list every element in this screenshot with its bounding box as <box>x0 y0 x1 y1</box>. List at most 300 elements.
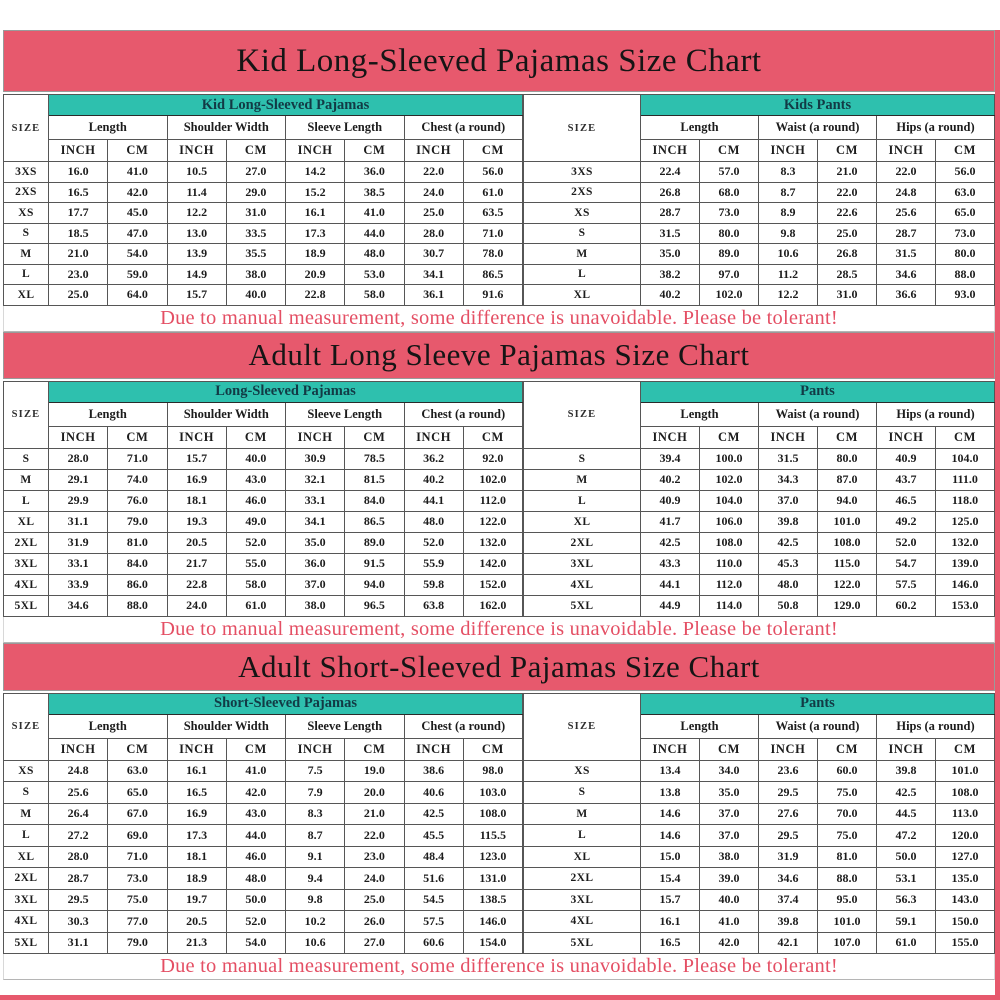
size-row <box>4 574 523 595</box>
measurement-value-cell: 18.1 <box>167 846 226 868</box>
size-chart-section <box>3 30 995 332</box>
measurement-value-cell: 43.7 <box>877 469 936 490</box>
measurement-value-cell: 118.0 <box>936 490 995 511</box>
measurement-value-cell: 40.9 <box>641 490 700 511</box>
measurement-value-cell: 48.0 <box>404 511 463 532</box>
measurement-value-cell: 40.0 <box>226 448 285 469</box>
measurement-value-cell: 37.4 <box>759 889 818 911</box>
unit-header-cm: CM <box>345 140 404 162</box>
measurement-value-cell: 9.8 <box>759 223 818 244</box>
size-row <box>4 285 523 306</box>
size-cell: S <box>4 448 49 469</box>
size-cell: M <box>524 803 641 825</box>
measurement-value-cell: 69.0 <box>108 825 167 847</box>
unit-header-cm: CM <box>818 140 877 162</box>
measurement-value-cell: 8.3 <box>286 803 345 825</box>
measurement-value-cell: 13.8 <box>641 782 700 804</box>
measurement-value-cell: 20.5 <box>167 911 226 933</box>
unit-header-inch: INCH <box>167 738 226 760</box>
measurement-value-cell: 50.0 <box>226 889 285 911</box>
measurement-header: Shoulder Width <box>167 714 286 738</box>
size-row <box>524 203 995 224</box>
size-cell: 2XL <box>4 532 49 553</box>
measurement-value-cell: 112.0 <box>700 574 759 595</box>
measurement-value-cell: 81.5 <box>345 469 404 490</box>
size-cell: XS <box>524 760 641 782</box>
measurement-header: Length <box>49 116 168 140</box>
measurement-value-cell: 61.0 <box>877 932 936 954</box>
measurement-value-cell: 31.1 <box>49 932 108 954</box>
measurement-value-cell: 19.3 <box>167 511 226 532</box>
measurement-value-cell: 55.0 <box>226 553 285 574</box>
size-row <box>4 889 523 911</box>
measurement-value-cell: 113.0 <box>936 803 995 825</box>
measurement-value-cell: 108.0 <box>936 782 995 804</box>
measurement-value-cell: 16.1 <box>641 911 700 933</box>
measurement-value-cell: 32.1 <box>286 469 345 490</box>
measurement-value-cell: 71.0 <box>108 846 167 868</box>
pajamas-size-table <box>3 693 523 955</box>
size-cell: M <box>524 469 641 490</box>
measurement-value-cell: 12.2 <box>167 203 226 224</box>
size-row <box>524 264 995 285</box>
unit-header-cm: CM <box>108 140 167 162</box>
measurement-value-cell: 114.0 <box>700 595 759 616</box>
measurement-value-cell: 106.0 <box>700 511 759 532</box>
size-cell: M <box>524 244 641 265</box>
measurement-value-cell: 40.2 <box>641 469 700 490</box>
measurement-value-cell: 37.0 <box>700 803 759 825</box>
measurement-value-cell: 19.7 <box>167 889 226 911</box>
size-row <box>524 490 995 511</box>
measurement-value-cell: 36.2 <box>404 448 463 469</box>
measurement-value-cell: 41.0 <box>108 162 167 183</box>
measurement-value-cell: 150.0 <box>936 911 995 933</box>
measurement-value-cell: 24.0 <box>345 868 404 890</box>
unit-header-inch: INCH <box>877 140 936 162</box>
measurement-header: Hips (a round) <box>877 714 995 738</box>
size-cell: 2XL <box>524 868 641 890</box>
measurement-value-cell: 25.6 <box>877 203 936 224</box>
measurement-value-cell: 111.0 <box>936 469 995 490</box>
measurement-value-cell: 132.0 <box>463 532 522 553</box>
measurement-value-cell: 31.5 <box>641 223 700 244</box>
measurement-value-cell: 92.0 <box>463 448 522 469</box>
measurement-value-cell: 61.0 <box>463 182 522 203</box>
measurement-value-cell: 59.8 <box>404 574 463 595</box>
measurement-value-cell: 36.0 <box>345 162 404 183</box>
size-row <box>4 244 523 265</box>
measurement-header: Length <box>641 116 759 140</box>
size-row <box>4 932 523 954</box>
unit-header-inch: INCH <box>286 426 345 448</box>
size-row <box>4 868 523 890</box>
measurement-header: Shoulder Width <box>167 402 286 426</box>
measurement-value-cell: 35.0 <box>286 532 345 553</box>
measurement-value-cell: 44.5 <box>877 803 936 825</box>
unit-header-cm: CM <box>936 140 995 162</box>
measurement-value-cell: 31.5 <box>759 448 818 469</box>
measurement-value-cell: 63.5 <box>463 203 522 224</box>
measurement-value-cell: 154.0 <box>463 932 522 954</box>
measurement-value-cell: 20.9 <box>286 264 345 285</box>
measurement-value-cell: 31.0 <box>818 285 877 306</box>
measurement-value-cell: 97.0 <box>700 264 759 285</box>
measurement-value-cell: 153.0 <box>936 595 995 616</box>
size-cell: 4XL <box>4 911 49 933</box>
measurement-value-cell: 24.8 <box>877 182 936 203</box>
size-column-header: SIZE <box>4 693 49 760</box>
unit-header-cm: CM <box>226 738 285 760</box>
size-cell: L <box>4 825 49 847</box>
measurement-value-cell: 70.0 <box>818 803 877 825</box>
pajamas-size-table <box>3 94 523 306</box>
tables-row <box>3 381 995 617</box>
measurement-value-cell: 58.0 <box>226 574 285 595</box>
size-row <box>524 868 995 890</box>
measurement-value-cell: 43.3 <box>641 553 700 574</box>
measurement-value-cell: 34.6 <box>759 868 818 890</box>
measurement-value-cell: 39.8 <box>759 911 818 933</box>
size-cell: XS <box>4 203 49 224</box>
measurement-value-cell: 110.0 <box>700 553 759 574</box>
measurement-value-cell: 21.0 <box>818 162 877 183</box>
size-row <box>4 203 523 224</box>
size-row <box>4 595 523 616</box>
measurement-value-cell: 41.0 <box>345 203 404 224</box>
unit-header-inch: INCH <box>877 426 936 448</box>
disclaimer-text: Due to manual measurement, some difference is unavoidable. Please be tolerant! <box>3 954 995 980</box>
measurement-value-cell: 53.0 <box>345 264 404 285</box>
measurement-value-cell: 14.2 <box>286 162 345 183</box>
measurement-value-cell: 42.0 <box>700 932 759 954</box>
measurement-value-cell: 16.9 <box>167 803 226 825</box>
measurement-value-cell: 54.7 <box>877 553 936 574</box>
measurement-value-cell: 43.0 <box>226 469 285 490</box>
measurement-value-cell: 42.1 <box>759 932 818 954</box>
measurement-value-cell: 28.5 <box>818 264 877 285</box>
unit-header-inch: INCH <box>404 140 463 162</box>
size-cell: XS <box>524 203 641 224</box>
measurement-value-cell: 48.4 <box>404 846 463 868</box>
measurement-value-cell: 34.6 <box>877 264 936 285</box>
measurement-value-cell: 16.5 <box>641 932 700 954</box>
measurement-value-cell: 39.4 <box>641 448 700 469</box>
measurement-value-cell: 37.0 <box>759 490 818 511</box>
size-row <box>4 162 523 183</box>
measurement-value-cell: 89.0 <box>700 244 759 265</box>
measurement-value-cell: 13.4 <box>641 760 700 782</box>
measurement-value-cell: 42.5 <box>404 803 463 825</box>
measurement-value-cell: 129.0 <box>818 595 877 616</box>
measurement-value-cell: 44.0 <box>226 825 285 847</box>
measurement-value-cell: 28.7 <box>641 203 700 224</box>
section-title-banner: Adult Short-Sleeved Pajamas Size Chart <box>3 643 995 691</box>
measurement-value-cell: 84.0 <box>108 553 167 574</box>
size-cell: 5XL <box>4 595 49 616</box>
tables-row <box>3 94 995 306</box>
pants-size-table <box>523 94 995 306</box>
unit-header-cm: CM <box>345 426 404 448</box>
size-column-header: SIZE <box>4 95 49 162</box>
size-chart-page <box>3 30 995 980</box>
measurement-header: Chest (a round) <box>404 402 523 426</box>
measurement-header: Shoulder Width <box>167 116 286 140</box>
measurement-value-cell: 22.8 <box>167 574 226 595</box>
measurement-value-cell: 135.0 <box>936 868 995 890</box>
measurement-value-cell: 59.1 <box>877 911 936 933</box>
measurement-value-cell: 29.5 <box>759 782 818 804</box>
measurement-value-cell: 77.0 <box>108 911 167 933</box>
measurement-value-cell: 44.9 <box>641 595 700 616</box>
measurement-value-cell: 45.5 <box>404 825 463 847</box>
measurement-value-cell: 67.0 <box>108 803 167 825</box>
measurement-value-cell: 35.0 <box>700 782 759 804</box>
measurement-value-cell: 115.0 <box>818 553 877 574</box>
size-cell: XL <box>524 511 641 532</box>
measurement-value-cell: 123.0 <box>463 846 522 868</box>
unit-header-cm: CM <box>345 738 404 760</box>
measurement-value-cell: 80.0 <box>700 223 759 244</box>
measurement-value-cell: 29.1 <box>49 469 108 490</box>
size-row <box>4 782 523 804</box>
size-row <box>524 911 995 933</box>
measurement-value-cell: 102.0 <box>700 469 759 490</box>
measurement-value-cell: 29.5 <box>759 825 818 847</box>
measurement-value-cell: 95.0 <box>818 889 877 911</box>
measurement-value-cell: 33.9 <box>49 574 108 595</box>
measurement-value-cell: 7.9 <box>286 782 345 804</box>
measurement-value-cell: 31.9 <box>759 846 818 868</box>
measurement-value-cell: 44.0 <box>345 223 404 244</box>
measurement-value-cell: 38.0 <box>700 846 759 868</box>
measurement-value-cell: 78.5 <box>345 448 404 469</box>
measurement-value-cell: 38.6 <box>404 760 463 782</box>
size-cell: 3XL <box>4 889 49 911</box>
size-chart-section <box>3 332 995 643</box>
measurement-value-cell: 87.0 <box>818 469 877 490</box>
measurement-value-cell: 138.5 <box>463 889 522 911</box>
measurement-header: Sleeve Length <box>286 116 405 140</box>
section-title-banner: Adult Long Sleeve Pajamas Size Chart <box>3 332 995 379</box>
measurement-value-cell: 28.0 <box>404 223 463 244</box>
page-bottom-accent-bar <box>0 995 1000 1000</box>
garment-group-header: Long-Sleeved Pajamas <box>49 381 523 402</box>
measurement-header: Sleeve Length <box>286 714 405 738</box>
measurement-value-cell: 78.0 <box>463 244 522 265</box>
measurement-value-cell: 29.9 <box>49 490 108 511</box>
measurement-value-cell: 11.2 <box>759 264 818 285</box>
unit-header-inch: INCH <box>877 738 936 760</box>
measurement-value-cell: 54.5 <box>404 889 463 911</box>
unit-header-inch: INCH <box>286 140 345 162</box>
measurement-value-cell: 17.3 <box>167 825 226 847</box>
measurement-value-cell: 16.5 <box>49 182 108 203</box>
measurement-value-cell: 24.0 <box>404 182 463 203</box>
measurement-value-cell: 40.6 <box>404 782 463 804</box>
measurement-header: Length <box>641 714 759 738</box>
measurement-value-cell: 34.6 <box>49 595 108 616</box>
unit-header-cm: CM <box>936 426 995 448</box>
size-cell: XS <box>4 760 49 782</box>
measurement-value-cell: 22.0 <box>404 162 463 183</box>
measurement-value-cell: 52.0 <box>877 532 936 553</box>
size-cell: 2XL <box>4 868 49 890</box>
measurement-value-cell: 19.0 <box>345 760 404 782</box>
size-row <box>524 223 995 244</box>
unit-header-cm: CM <box>818 426 877 448</box>
size-row <box>524 511 995 532</box>
size-cell: S <box>524 782 641 804</box>
measurement-value-cell: 8.7 <box>759 182 818 203</box>
measurement-value-cell: 75.0 <box>818 825 877 847</box>
measurement-value-cell: 132.0 <box>936 532 995 553</box>
measurement-value-cell: 52.0 <box>226 532 285 553</box>
measurement-value-cell: 20.5 <box>167 532 226 553</box>
measurement-value-cell: 33.1 <box>286 490 345 511</box>
measurement-value-cell: 26.8 <box>818 244 877 265</box>
measurement-value-cell: 28.0 <box>49 448 108 469</box>
measurement-value-cell: 27.0 <box>226 162 285 183</box>
measurement-value-cell: 27.2 <box>49 825 108 847</box>
unit-header-cm: CM <box>700 426 759 448</box>
measurement-value-cell: 18.1 <box>167 490 226 511</box>
measurement-value-cell: 18.9 <box>167 868 226 890</box>
measurement-value-cell: 30.9 <box>286 448 345 469</box>
measurement-header: Chest (a round) <box>404 714 523 738</box>
measurement-value-cell: 23.0 <box>345 846 404 868</box>
size-row <box>524 244 995 265</box>
measurement-value-cell: 10.2 <box>286 911 345 933</box>
measurement-value-cell: 43.0 <box>226 803 285 825</box>
measurement-value-cell: 57.0 <box>700 162 759 183</box>
measurement-value-cell: 34.3 <box>759 469 818 490</box>
size-cell: 3XL <box>4 553 49 574</box>
measurement-value-cell: 33.5 <box>226 223 285 244</box>
size-cell: M <box>4 803 49 825</box>
measurement-value-cell: 103.0 <box>463 782 522 804</box>
measurement-value-cell: 45.0 <box>108 203 167 224</box>
garment-group-header: Pants <box>641 693 995 714</box>
measurement-value-cell: 53.1 <box>877 868 936 890</box>
measurement-value-cell: 11.4 <box>167 182 226 203</box>
measurement-header: Waist (a round) <box>759 116 877 140</box>
pants-size-table <box>523 381 995 617</box>
measurement-value-cell: 15.2 <box>286 182 345 203</box>
measurement-value-cell: 13.9 <box>167 244 226 265</box>
measurement-value-cell: 15.0 <box>641 846 700 868</box>
measurement-value-cell: 104.0 <box>700 490 759 511</box>
measurement-value-cell: 100.0 <box>700 448 759 469</box>
size-row <box>524 803 995 825</box>
measurement-value-cell: 81.0 <box>108 532 167 553</box>
size-row <box>4 532 523 553</box>
measurement-value-cell: 15.7 <box>167 448 226 469</box>
measurement-value-cell: 35.0 <box>641 244 700 265</box>
measurement-value-cell: 86.5 <box>345 511 404 532</box>
measurement-value-cell: 64.0 <box>108 285 167 306</box>
measurement-value-cell: 38.0 <box>226 264 285 285</box>
measurement-value-cell: 39.8 <box>759 511 818 532</box>
size-row <box>4 490 523 511</box>
measurement-value-cell: 84.0 <box>345 490 404 511</box>
measurement-value-cell: 127.0 <box>936 846 995 868</box>
measurement-value-cell: 107.0 <box>818 932 877 954</box>
size-cell: L <box>4 490 49 511</box>
tables-row <box>3 693 995 955</box>
size-row <box>524 285 995 306</box>
measurement-value-cell: 31.0 <box>226 203 285 224</box>
measurement-value-cell: 41.7 <box>641 511 700 532</box>
measurement-value-cell: 81.0 <box>818 846 877 868</box>
measurement-value-cell: 31.1 <box>49 511 108 532</box>
measurement-value-cell: 35.5 <box>226 244 285 265</box>
measurement-value-cell: 56.0 <box>463 162 522 183</box>
measurement-value-cell: 25.0 <box>49 285 108 306</box>
measurement-value-cell: 39.0 <box>700 868 759 890</box>
measurement-value-cell: 48.0 <box>345 244 404 265</box>
unit-header-cm: CM <box>108 738 167 760</box>
unit-header-inch: INCH <box>404 738 463 760</box>
measurement-value-cell: 30.3 <box>49 911 108 933</box>
measurement-value-cell: 26.4 <box>49 803 108 825</box>
size-cell: 3XL <box>524 553 641 574</box>
measurement-value-cell: 88.0 <box>108 595 167 616</box>
measurement-value-cell: 57.5 <box>877 574 936 595</box>
size-cell: 5XL <box>524 932 641 954</box>
measurement-value-cell: 16.9 <box>167 469 226 490</box>
measurement-value-cell: 108.0 <box>463 803 522 825</box>
measurement-value-cell: 21.0 <box>49 244 108 265</box>
measurement-value-cell: 48.0 <box>226 868 285 890</box>
measurement-value-cell: 42.5 <box>641 532 700 553</box>
measurement-value-cell: 86.5 <box>463 264 522 285</box>
measurement-value-cell: 44.1 <box>641 574 700 595</box>
measurement-value-cell: 54.0 <box>108 244 167 265</box>
garment-group-header: Short-Sleeved Pajamas <box>49 693 523 714</box>
measurement-value-cell: 93.0 <box>936 285 995 306</box>
unit-header-cm: CM <box>818 738 877 760</box>
measurement-value-cell: 46.5 <box>877 490 936 511</box>
unit-header-cm: CM <box>463 140 522 162</box>
measurement-value-cell: 142.0 <box>463 553 522 574</box>
size-row <box>4 448 523 469</box>
measurement-value-cell: 16.5 <box>167 782 226 804</box>
measurement-value-cell: 104.0 <box>936 448 995 469</box>
measurement-value-cell: 96.5 <box>345 595 404 616</box>
measurement-value-cell: 29.5 <box>49 889 108 911</box>
size-cell: XL <box>524 846 641 868</box>
measurement-value-cell: 10.6 <box>759 244 818 265</box>
measurement-value-cell: 40.0 <box>700 889 759 911</box>
size-cell: 4XL <box>4 574 49 595</box>
measurement-value-cell: 17.3 <box>286 223 345 244</box>
measurement-value-cell: 46.0 <box>226 846 285 868</box>
measurement-value-cell: 21.3 <box>167 932 226 954</box>
measurement-value-cell: 16.1 <box>167 760 226 782</box>
measurement-value-cell: 24.0 <box>167 595 226 616</box>
size-row <box>524 595 995 616</box>
unit-header-inch: INCH <box>641 140 700 162</box>
measurement-value-cell: 7.5 <box>286 760 345 782</box>
measurement-value-cell: 102.0 <box>463 469 522 490</box>
measurement-value-cell: 26.0 <box>345 911 404 933</box>
size-row <box>4 469 523 490</box>
measurement-value-cell: 34.1 <box>286 511 345 532</box>
measurement-value-cell: 28.7 <box>49 868 108 890</box>
size-cell: L <box>524 490 641 511</box>
measurement-value-cell: 74.0 <box>108 469 167 490</box>
